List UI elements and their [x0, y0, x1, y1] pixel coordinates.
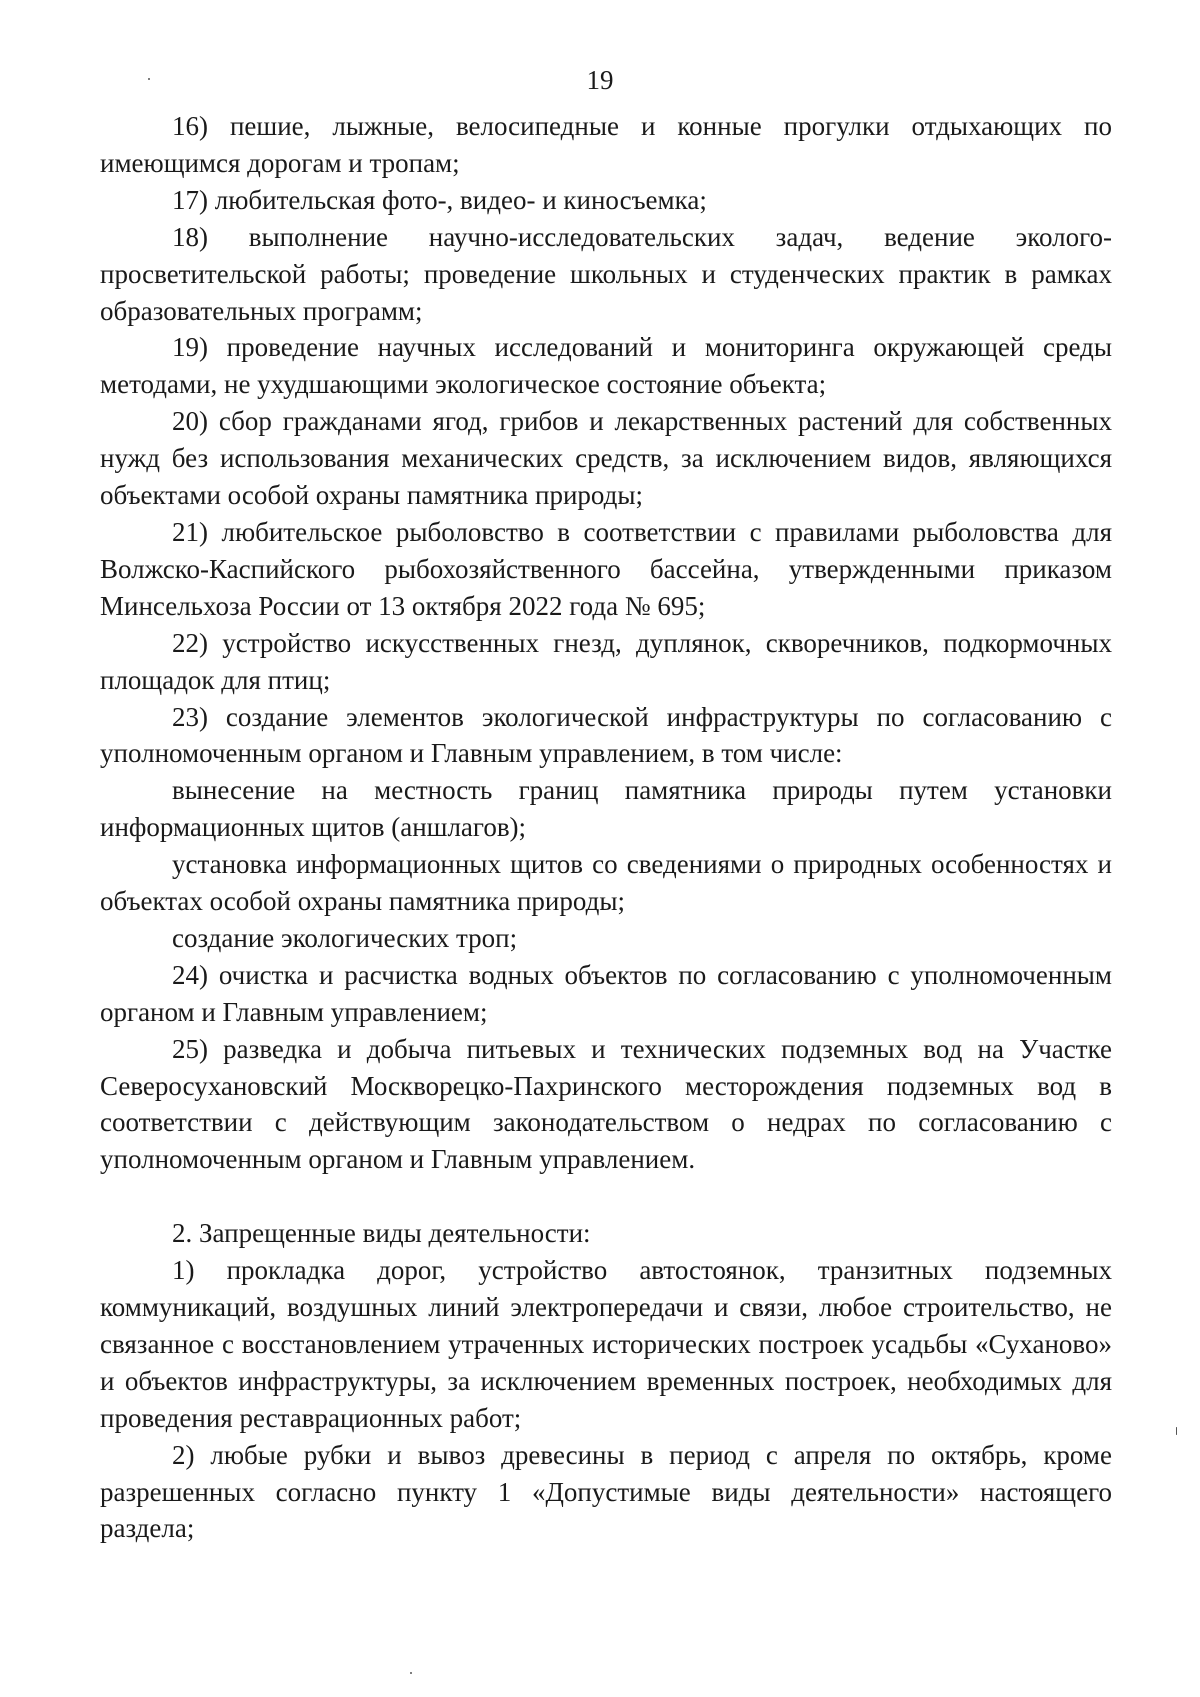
- item-25: 25) разведка и добыча питьевых и технических подземных вод на Участке Северосухановский Москворецко-Пахринского месторождения подземных вод в соответствии с действующим законодательством о недрах по согласованию с уполномоченным органом и Главным управлением.: [100, 1033, 1112, 1175]
- item-20: 20) сбор гражданами ягод, грибов и лекарственных растений для собственных нужд без использования механических средств, за исключением видов, являющихся объектами особой охраны памятника природы;: [100, 406, 1112, 511]
- item-23-sub-trails: создание экологических троп;: [172, 922, 518, 953]
- scan-speck: [410, 1672, 412, 1674]
- scan-speck: [148, 78, 150, 80]
- item-24: 24) очистка и расчистка водных объектов по согласованию с уполномоченным органом и Главным управлением;: [100, 959, 1112, 1027]
- item-19: 19) проведение научных исследований и мониторинга окружающей среды методами, не ухудшающими экологическое состояние объекта;: [100, 332, 1112, 400]
- document-body: [100, 108, 1112, 1547]
- page-number: 19: [586, 65, 614, 95]
- section-heading: 2. Запрещенные виды деятельности:: [172, 1218, 591, 1249]
- item-22: 22) устройство искусственных гнезд, дуплянок, скворечников, подкормочных площадок для птиц;: [100, 627, 1112, 695]
- item-17: 17) любительская фото-, видео- и киносъемка;: [172, 184, 707, 215]
- prohibited-item-2: 2) любые рубки и вывоз древесины в период с апреля по октябрь, кроме разрешенных согласно пункту 1 «Допустимые виды деятельности» настоящего раздела;: [100, 1439, 1112, 1544]
- section-gap: [100, 1178, 1112, 1215]
- prohibited-item-1: 1) прокладка дорог, устройство автостоянок, транзитных подземных коммуникаций, воздушных линий электропередачи и связи, любое строительство, не связанное с восстановлением утраченных исторических построек усадьбы «Суханово» и объектов инфраструктуры, за исключением временных построек, необходимых для проведения реставрационных работ;: [100, 1255, 1112, 1433]
- item-18: 18) выполнение научно-исследовательских задач, ведение эколого-просветительской работы; проведение школьных и студенческих практик в рамках образовательных программ;: [100, 221, 1112, 326]
- item-16: 16) пешие, лыжные, велосипедные и конные прогулки отдыхающих по имеющимся дорогам и тропам;: [100, 111, 1112, 178]
- item-23-sub-boundaries: вынесение на местность границ памятника природы путем установки информационных щитов (аншлагов);: [100, 775, 1112, 843]
- scan-speck: [1176, 1427, 1177, 1435]
- item-23-sub-signs: установка информационных щитов со сведениями о природных особенностях и объектах особой охраны памятника природы;: [100, 849, 1112, 917]
- item-21: 21) любительское рыболовство в соответствии с правилами рыболовства для Волжско-Каспийского рыбохозяйственного бассейна, утвержденными приказом Минсельхоза России от 13 октября 2022 года № 695;: [100, 516, 1112, 621]
- item-23: 23) создание элементов экологической инфраструктуры по согласованию с уполномоченным органом и Главным управлением, в том числе:: [100, 701, 1112, 769]
